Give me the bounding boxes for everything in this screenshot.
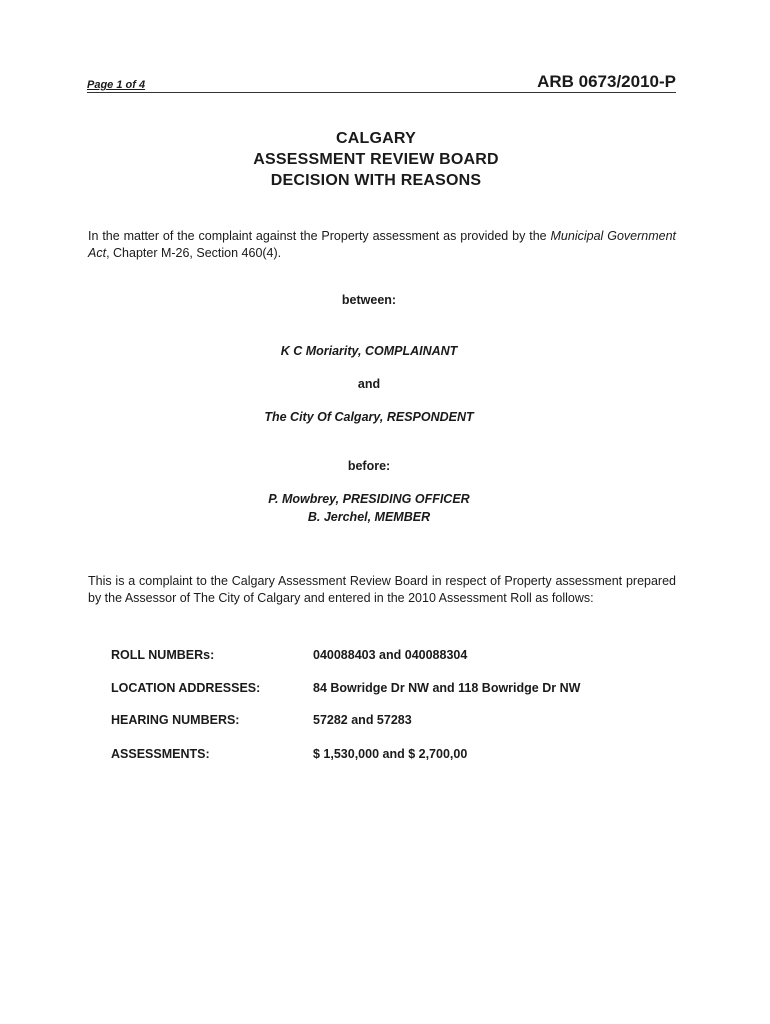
intro-text-before: In the matter of the complaint against the Property assessment as provided by the [88, 229, 551, 243]
title-line-1: CALGARY [336, 130, 416, 147]
respondent: The City Of Calgary, RESPONDENT [264, 410, 474, 424]
before-label: before: [347, 459, 391, 473]
title-line-2: ASSESSMENT REVIEW BOARD [253, 151, 499, 168]
detail-label: ROLL NUMBERs: [111, 648, 215, 662]
title-line-3: DECISION WITH REASONS [270, 172, 482, 189]
detail-value: 57282 and 57283 [313, 713, 412, 727]
detail-value: $ 1,530,000 and $ 2,700,00 [313, 747, 468, 761]
intro-text-after: , Chapter M-26, Section 460(4). [106, 246, 282, 260]
page-number: Page 1 of 4 [87, 79, 146, 91]
between-label: between: [341, 293, 397, 307]
and-label: and [357, 377, 381, 391]
detail-value: 040088403 and 040088304 [313, 648, 468, 662]
detail-label: LOCATION ADDRESSES: [111, 681, 261, 695]
document-title [0, 128, 770, 191]
page-header [87, 70, 676, 93]
detail-label: ASSESSMENTS: [111, 747, 210, 761]
detail-label: HEARING NUMBERS: [111, 713, 240, 727]
detail-value: 84 Bowridge Dr NW and 118 Bowridge Dr NW [313, 681, 581, 695]
complaint-paragraph: This is a complaint to the Calgary Assessment Review Board in respect of Property assessment prepared by the Assessor of The City of Calgary and entered in the 2010 Assessment Roll as follows: [88, 574, 676, 605]
case-number: ARB 0673/2010-P [537, 72, 676, 91]
intro-paragraph [88, 228, 676, 262]
board-member: B. Jerchel, MEMBER [307, 510, 431, 524]
presiding-officer: P. Mowbrey, PRESIDING OFFICER [268, 492, 470, 506]
act-name: Municipal Government Act [88, 229, 676, 260]
complainant: K C Moriarity, COMPLAINANT [280, 344, 458, 358]
